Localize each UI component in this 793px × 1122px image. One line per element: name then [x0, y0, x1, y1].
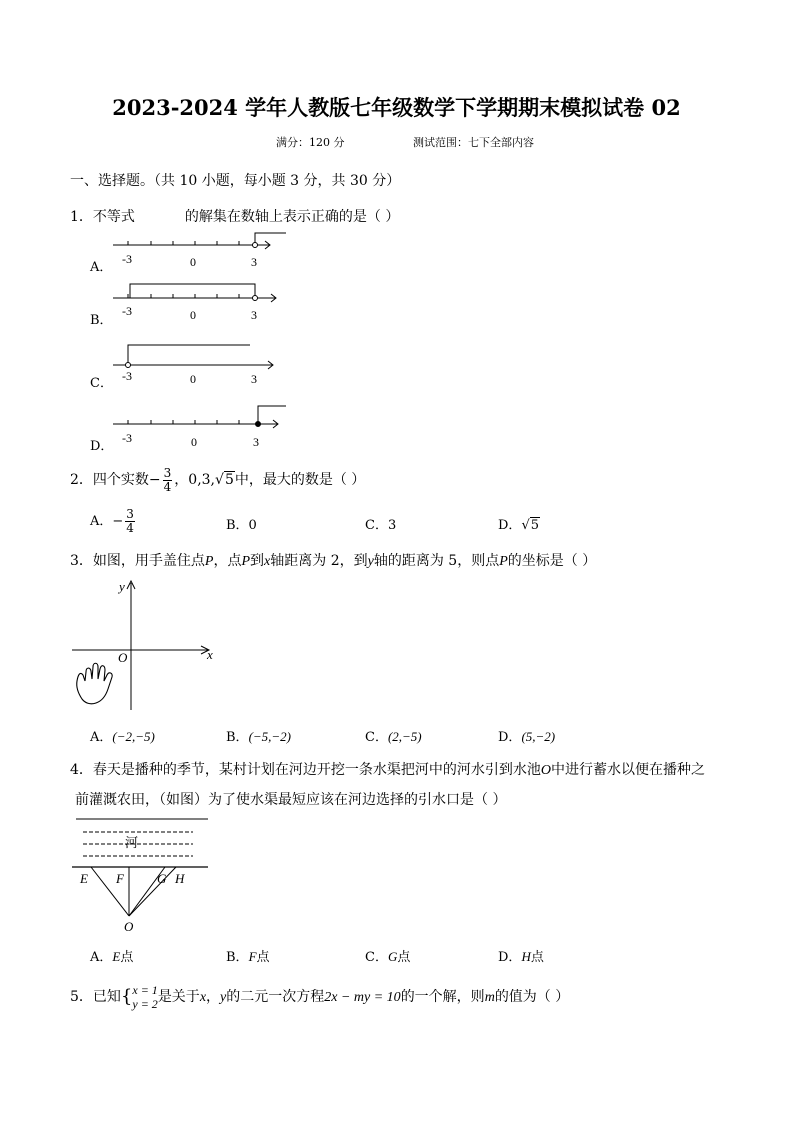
hand-icon [77, 663, 112, 704]
question-text: 轴距离为 2，到 [270, 553, 368, 569]
option-d [498, 946, 544, 965]
number-list: ，0,3, [174, 472, 216, 488]
system-eq-1: x = 1 [132, 983, 158, 997]
minus-sign: − [112, 514, 124, 529]
denominator: 4 [163, 479, 172, 494]
system-eq-2: y = 2 [132, 997, 158, 1011]
var-y: y [220, 990, 227, 1005]
equation-system [132, 983, 157, 1011]
tick-label: -3 [122, 431, 132, 445]
pool-o: O [540, 763, 552, 778]
question-text: 的坐标是（ ） [507, 553, 597, 569]
question-text: 不等式 [92, 209, 135, 225]
var-y: y [367, 554, 374, 569]
option-label: B． [226, 730, 249, 745]
option-label: A． [90, 260, 113, 275]
option-value: (−5,−2) [248, 729, 292, 744]
option-c [365, 726, 422, 745]
point-label: G [157, 871, 167, 886]
option-letter: F [248, 949, 257, 964]
question-text: 的值为（ ） [494, 989, 570, 1005]
coordinate-figure [68, 575, 223, 715]
option-a [90, 508, 137, 536]
page-title: 2023-2024 学年人教版七年级数学下学期期末模拟试卷 02 [112, 95, 681, 120]
option-label: C． [90, 376, 113, 391]
option-label: B． [226, 950, 249, 965]
question-4-line-1 [70, 759, 705, 779]
tick-label: 0 [190, 308, 196, 322]
option-c [365, 946, 410, 965]
section-heading: 一、选择题。（共 10 小题，每小题 3 分，共 30 分） [70, 173, 401, 189]
question-text: ，点 [213, 553, 242, 569]
question-text: 的二元一次方程 [226, 989, 325, 1005]
question-text: 到 [250, 553, 265, 569]
option-value: (−2,−5) [112, 729, 155, 744]
option-value: (2,−5) [387, 729, 422, 744]
numerator: 3 [126, 507, 134, 521]
option-d [498, 514, 540, 533]
question-text: 的一个解，则 [400, 989, 485, 1005]
river-label: 河 [125, 835, 139, 850]
equation: 2x − my = 10 [324, 990, 401, 1005]
minus-sign: − [148, 472, 161, 488]
option-suffix: 点 [256, 950, 270, 965]
option-letter: H [521, 949, 531, 964]
axis-label-y: y [119, 579, 125, 594]
number-line-a [108, 228, 293, 273]
question-number: 1． [70, 209, 93, 225]
origin-label: O [118, 650, 128, 665]
tick-label: 0 [190, 255, 196, 269]
option-label: C． [365, 950, 388, 965]
question-text: 中进行蓄水以便在播种之 [551, 762, 706, 778]
option-label: D． [498, 950, 522, 965]
option-label: D． [498, 518, 522, 533]
axis-label-x: x [207, 647, 213, 662]
option-value: (5,−2) [521, 729, 556, 744]
option-b: B．0 [226, 518, 257, 533]
number-line-b [108, 280, 293, 325]
question-text: 5．已知 [70, 989, 121, 1005]
var-x: x [199, 990, 207, 1005]
option-label: A． [90, 730, 113, 745]
point-p: P [241, 554, 251, 569]
option-letter: E [112, 949, 121, 964]
tick-label: 0 [190, 372, 196, 386]
option-label: D． [90, 439, 114, 454]
option-label: D． [498, 730, 522, 745]
fraction [125, 508, 135, 535]
option-label: B． [90, 313, 113, 328]
option-a [90, 946, 133, 965]
sqrt-value: 5 [224, 472, 234, 488]
tick-label: 0 [191, 435, 197, 449]
fraction [163, 467, 173, 494]
option-suffix: 点 [120, 950, 134, 965]
denominator: 4 [126, 521, 134, 535]
tick-label: 3 [251, 308, 257, 322]
score-info: 满分：120 分 [276, 136, 345, 149]
sqrt-sign: √ [521, 518, 530, 533]
tick-label: -3 [122, 304, 132, 318]
question-2 [70, 466, 365, 494]
question-1 [70, 206, 399, 226]
var-x: x [264, 554, 271, 569]
scope-info: 测试范围：七下全部内容 [413, 136, 534, 149]
tick-label: -3 [122, 252, 132, 266]
point-label: E [80, 871, 88, 886]
question-text: 轴的距离为 5，则点 [373, 553, 500, 569]
river-figure [68, 813, 218, 938]
question-text: 4．春天是播种的季节，某村计划在河边开挖一条水渠把河中的河水引到水池 [70, 762, 541, 778]
option-label: A． [90, 514, 113, 529]
question-3 [70, 550, 596, 570]
question-text: 中，最大的数是（ ） [234, 472, 366, 488]
number-line-c [108, 338, 293, 386]
option-b [226, 946, 270, 965]
brace: { [120, 986, 133, 1007]
point-label: F [116, 871, 124, 886]
sqrt-value: 5 [530, 518, 540, 533]
option-suffix: 点 [397, 950, 411, 965]
option-d [498, 726, 555, 745]
point-p: P [204, 554, 214, 569]
option-label: C． [365, 730, 388, 745]
point-label: H [175, 871, 185, 886]
option-letter: G [387, 949, 398, 964]
var-m: m [484, 990, 495, 1005]
option-c: C．3 [365, 518, 397, 533]
question-text: 的解集在数轴上表示正确的是（ ） [184, 209, 400, 225]
number-line-d [108, 402, 293, 450]
question-text: 2．四个实数 [70, 472, 149, 488]
point-p: P [499, 554, 508, 569]
sqrt-sign: √ [215, 472, 224, 488]
tick-label: 3 [251, 372, 257, 386]
option-b [226, 726, 291, 745]
option-suffix: 点 [530, 950, 544, 965]
option-a [90, 726, 155, 745]
tick-label: -3 [122, 369, 132, 383]
option-label: A． [90, 950, 113, 965]
numerator: 3 [163, 465, 172, 480]
question-5 [70, 982, 569, 1013]
point-label: O [124, 919, 134, 934]
question-4-line-2: 前灌溉农田，（如图）为了使水渠最短应该在河边选择的引水口是（ ） [75, 792, 507, 808]
question-text: 是关于 [157, 989, 200, 1005]
question-text: 3．如图，用手盖住点 [70, 553, 205, 569]
tick-label: 3 [251, 255, 257, 269]
comma: ， [206, 989, 221, 1005]
tick-label: 3 [253, 435, 259, 449]
